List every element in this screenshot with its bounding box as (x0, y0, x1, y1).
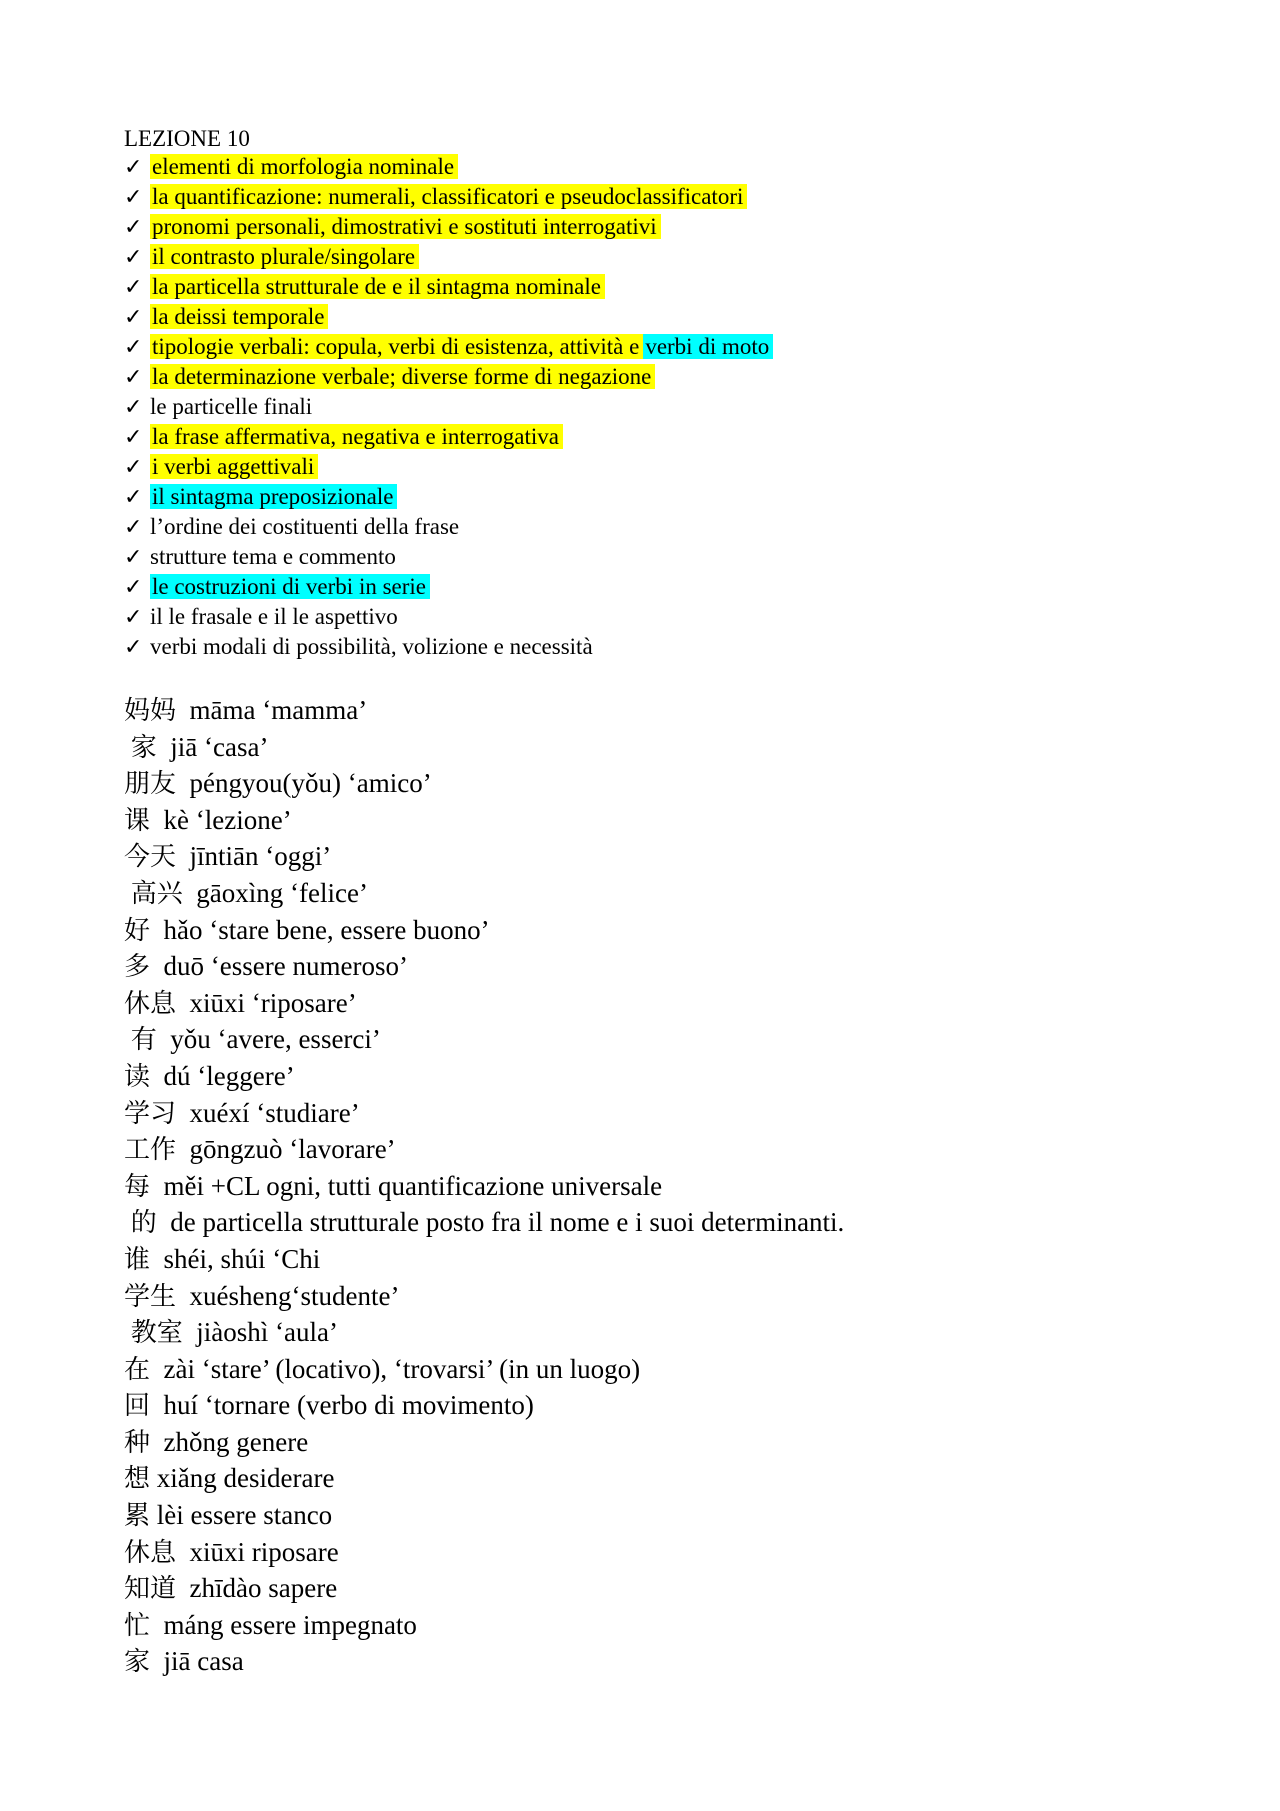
checklist-text: il le frasale e il le aspettivo (150, 604, 398, 629)
checklist-item (124, 482, 773, 512)
vocab-hanzi: 教室 (130, 1318, 183, 1349)
vocab-hanzi: 多 (124, 952, 151, 983)
checkmark-icon: ✓ (124, 605, 143, 630)
vocab-hanzi: 的 (130, 1208, 157, 1239)
checkmark-icon: ✓ (124, 305, 143, 330)
checklist-text: strutture tema e commento (150, 544, 396, 569)
vocab-hanzi: 课 (124, 805, 151, 836)
checklist-item (124, 602, 773, 632)
vocab-entry (124, 1534, 844, 1571)
vocab-entry (124, 1058, 844, 1095)
vocab-definition: gōngzuò ‘lavorare’ (176, 1134, 396, 1165)
vocab-hanzi: 朋友 (124, 769, 177, 800)
checkmark-icon: ✓ (124, 515, 143, 540)
checklist-item (124, 182, 773, 212)
checklist-item (124, 542, 773, 572)
vocab-definition: māma ‘mamma’ (176, 695, 368, 725)
vocab-hanzi: 累 (124, 1501, 151, 1532)
vocab-entry (124, 1095, 844, 1132)
checklist-item (124, 332, 773, 362)
vocab-hanzi: 工作 (124, 1135, 177, 1166)
vocab-hanzi: 好 (124, 915, 151, 946)
vocab-hanzi: 读 (124, 1061, 151, 1092)
checkmark-icon: ✓ (124, 425, 143, 450)
vocab-entry (124, 1241, 844, 1278)
vocab-hanzi: 家 (124, 1647, 151, 1678)
checklist-text: verbi modali di possibilità, volizione e necessità (150, 634, 593, 659)
highlighted-text: la frase affermativa, negativa e interrogativa (150, 424, 563, 449)
vocab-hanzi: 学生 (124, 1281, 177, 1312)
checkmark-icon: ✓ (124, 365, 143, 390)
vocab-hanzi: 忙 (124, 1610, 151, 1641)
vocab-definition: jiā ‘casa’ (156, 731, 269, 762)
checkmark-icon: ✓ (124, 545, 143, 570)
vocab-hanzi: 今天 (124, 842, 177, 873)
vocab-entry (124, 912, 844, 949)
highlighted-text: la deissi temporale (150, 304, 328, 329)
vocab-definition: xuésheng‘studente’ (176, 1280, 400, 1311)
vocab-definition: jiàoshì ‘aula’ (182, 1317, 338, 1348)
checklist-item (124, 152, 773, 182)
vocab-definition: xiūxi riposare (176, 1536, 339, 1567)
checklist-item (124, 212, 773, 242)
highlighted-text: verbi di moto (643, 334, 773, 359)
vocab-entry (124, 1168, 844, 1205)
vocab-definition: jīntiān ‘oggi’ (176, 841, 332, 872)
highlighted-text: pronomi personali, dimostrativi e sostituti interrogativi (150, 214, 661, 239)
highlighted-text: le costruzioni di verbi in serie (150, 574, 430, 599)
vocab-entry (124, 1570, 844, 1607)
vocab-hanzi: 种 (124, 1427, 151, 1458)
lesson-title: LEZIONE 10 (124, 126, 250, 151)
checklist-item (124, 422, 773, 452)
vocab-entry (124, 1424, 844, 1461)
highlighted-text: i verbi aggettivali (150, 454, 318, 479)
vocab-definition: jiā casa (150, 1646, 244, 1677)
vocab-entry (124, 838, 844, 875)
vocab-definition: máng essere impegnato (150, 1609, 417, 1640)
vocab-definition: péngyou(yǒu) ‘amico’ (176, 768, 432, 799)
vocab-definition: měi +CL ogni, tutti quantificazione universale (150, 1170, 663, 1201)
vocab-definition: gāoxìng ‘felice’ (182, 877, 368, 908)
vocab-definition: xuéxí ‘studiare’ (176, 1097, 360, 1128)
vocab-entry (124, 875, 844, 912)
vocab-entry (124, 1204, 844, 1241)
highlighted-text: la determinazione verbale; diverse forme di negazione (150, 364, 655, 389)
vocab-definition: zhǒng genere (150, 1426, 309, 1457)
highlighted-text: la quantificazione: numerali, classificatori e pseudoclassificatori (150, 184, 747, 209)
vocab-entry (124, 1351, 844, 1388)
vocab-definition: shéi, shúi ‘Chi (150, 1243, 321, 1274)
vocab-definition: de particella strutturale posto fra il nome e i suoi determinanti. (156, 1207, 845, 1238)
vocab-hanzi: 想 (124, 1464, 151, 1495)
vocab-hanzi: 高兴 (130, 878, 183, 909)
checkmark-icon: ✓ (124, 245, 143, 270)
vocab-entry (124, 1387, 844, 1424)
vocab-definition: duō ‘essere numeroso’ (150, 951, 408, 982)
vocab-hanzi: 回 (124, 1391, 151, 1422)
checklist-text: le particelle finali (150, 394, 313, 419)
vocab-hanzi: 在 (124, 1354, 151, 1385)
checkmark-icon: ✓ (124, 455, 143, 480)
checklist-item (124, 272, 773, 302)
checkmark-icon: ✓ (124, 275, 143, 300)
checklist-item (124, 572, 773, 602)
checklist-item (124, 362, 773, 392)
vocab-hanzi: 知道 (124, 1574, 177, 1605)
vocab-entry (124, 948, 844, 985)
highlighted-text: la particella strutturale de e il sintagma nominale (150, 274, 605, 299)
vocab-hanzi: 有 (130, 1025, 157, 1056)
checklist-item (124, 452, 773, 482)
vocab-definition: xiǎng desiderare (150, 1463, 335, 1494)
highlighted-text: elementi di morfologia nominale (150, 154, 458, 179)
checkmark-icon: ✓ (124, 155, 143, 180)
checklist-item (124, 392, 773, 422)
checklist-item (124, 512, 773, 542)
highlighted-text: il sintagma preposizionale (150, 484, 397, 509)
vocab-definition: zài ‘stare’ (locativo), ‘trovarsi’ (in un luogo) (150, 1353, 641, 1384)
checklist-item (124, 242, 773, 272)
vocab-hanzi: 每 (124, 1171, 151, 1202)
vocab-entry (124, 1278, 844, 1315)
vocabulary-list (124, 692, 844, 1680)
vocab-entry (124, 1497, 844, 1534)
checkmark-icon: ✓ (124, 215, 143, 240)
vocab-definition: hǎo ‘stare bene, essere buono’ (150, 914, 490, 945)
vocab-hanzi: 谁 (124, 1244, 151, 1275)
checkmark-icon: ✓ (124, 635, 143, 660)
vocab-entry (124, 1314, 844, 1351)
vocab-definition: lèi essere stanco (150, 1500, 333, 1531)
vocab-definition: huí ‘tornare (verbo di movimento) (150, 1390, 534, 1421)
vocab-definition: zhīdào sapere (176, 1573, 338, 1604)
vocab-hanzi: 休息 (124, 988, 177, 1019)
vocab-entry (124, 985, 844, 1022)
vocab-entry (124, 765, 844, 802)
vocab-entry (124, 1021, 844, 1058)
checkmark-icon: ✓ (124, 335, 143, 360)
highlighted-text: tipologie verbali: copula, verbi di esistenza, attività e (150, 334, 643, 359)
vocab-entry (124, 692, 844, 729)
checkmark-icon: ✓ (124, 485, 143, 510)
vocab-entry (124, 729, 844, 766)
vocab-definition: dú ‘leggere’ (150, 1060, 295, 1091)
vocab-hanzi: 休息 (124, 1537, 177, 1568)
vocab-entry (124, 1607, 844, 1644)
topics-checklist (124, 152, 773, 662)
vocab-entry (124, 1131, 844, 1168)
vocab-definition: xiūxi ‘riposare’ (176, 987, 357, 1018)
checklist-item (124, 632, 773, 662)
checklist-text: l’ordine dei costituenti della frase (150, 514, 460, 539)
vocab-hanzi: 妈妈 (124, 696, 177, 726)
vocab-hanzi: 学习 (124, 1098, 177, 1129)
checkmark-icon: ✓ (124, 395, 143, 420)
highlighted-text: il contrasto plurale/singolare (150, 244, 419, 269)
vocab-entry (124, 802, 844, 839)
vocab-entry (124, 1643, 844, 1680)
checkmark-icon: ✓ (124, 185, 143, 210)
vocab-entry (124, 1460, 844, 1497)
vocab-hanzi: 家 (130, 732, 157, 763)
checkmark-icon: ✓ (124, 575, 143, 600)
vocab-definition: yǒu ‘avere, esserci’ (156, 1024, 381, 1055)
checklist-item (124, 302, 773, 332)
vocab-definition: kè ‘lezione’ (150, 804, 292, 835)
